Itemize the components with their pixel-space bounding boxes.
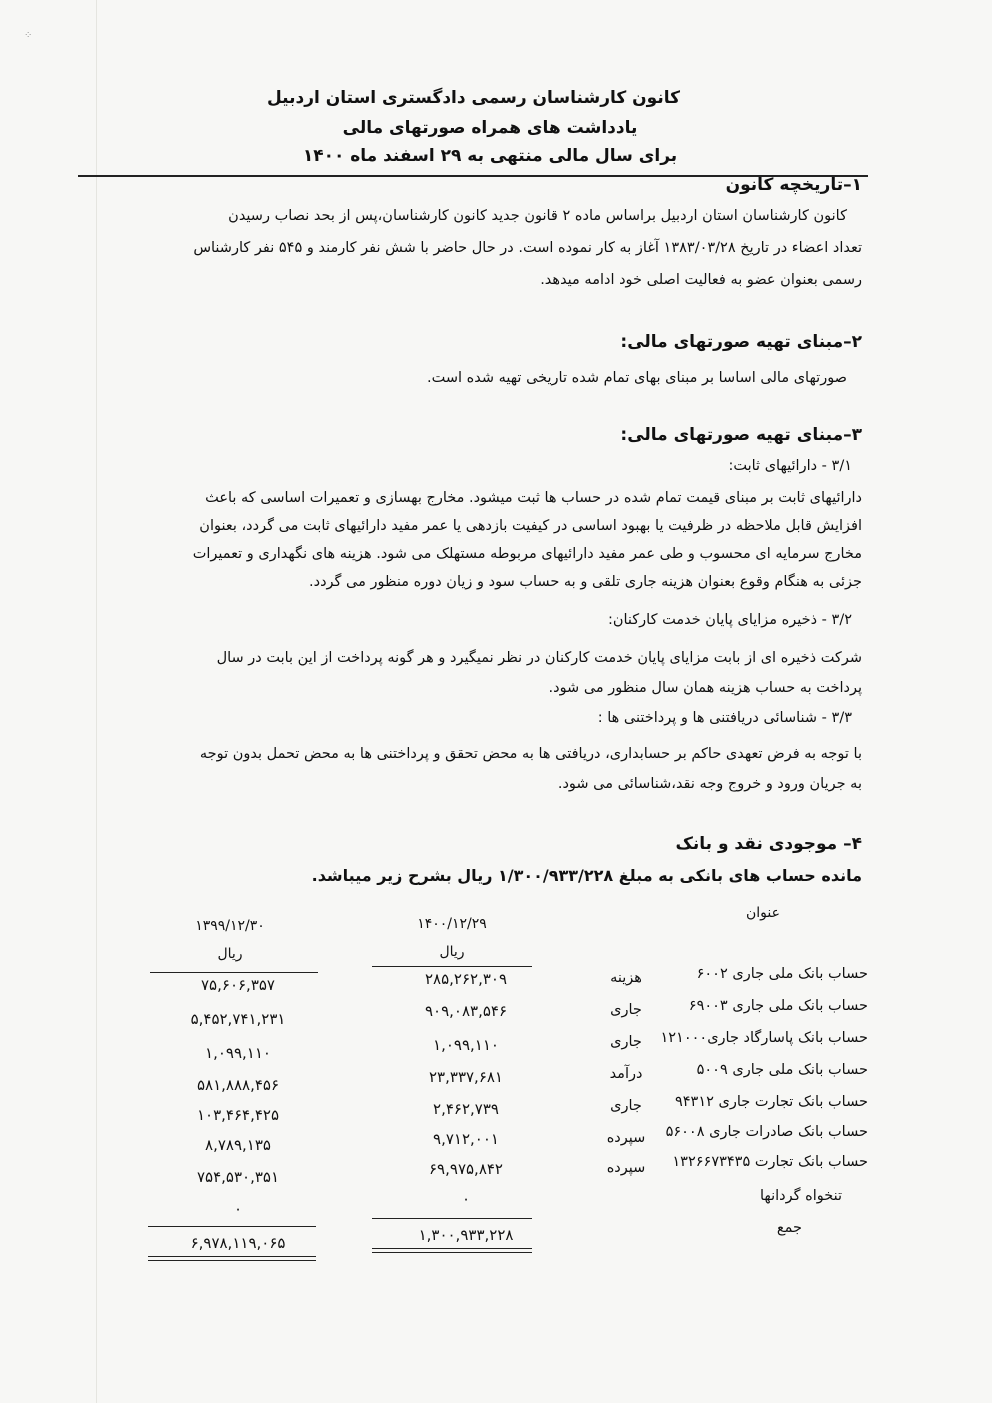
row-type: هزینه [610,970,642,986]
col-1400-unit: ریال [439,944,465,960]
section1-line1: کانون کارشناسان استان اردبیل براساس ماده ۲ قانون جدید کانون کارشناسان،پس از بحد نصاب رسیدن [228,208,847,224]
row-type: جاری [610,1098,642,1114]
row-type: سپرده [606,1160,646,1176]
section3-3-title: ۳/۳ - شناسائی دریافتنی ها و پرداختنی ها : [597,710,852,726]
col-title-header: عنوان [746,905,780,921]
section3-2-line1: شرکت ذخیره ای از بابت مزایای پایان خدمت کارکنان در نظر نمیگیرد و هر گونه پرداخت از این بابت در سال [216,650,862,666]
total-label: جمع [776,1220,802,1236]
row-title: حساب بانک پاسارگاد جاری۱۲۱۰۰۰ [660,1030,868,1046]
section3-2-title: ۳/۲ - ذخیره مزایای پایان خدمت کارکنان: [607,612,852,628]
row-value-1400: ۲,۴۶۲,۷۳۹ [433,1100,499,1118]
row-value-1400: ۹,۷۱۲,۰۰۱ [433,1130,499,1148]
col-1399-header-rule [150,972,318,973]
scan-edge-line [96,0,97,1403]
row-value-1399: ۵,۴۵۲,۷۴۱,۲۳۱ [190,1010,286,1028]
section3-3-line2: به جریان ورود و خروج وجه نقد،شناسائی می شود. [557,776,862,792]
section1-line2: تعداد اعضاء در تاریخ ۱۳۸۳/۰۳/۲۸ آغاز به کار نموده است. در حال حاضر با شش نفر کارمند و ۵۴۵ نفر کارشناس [193,240,862,256]
section3-1-line1: دارائیهای ثابت بر مبنای قیمت تمام شده در حساب ها ثبت میشود. مخارج بهسازی و تعمیرات اساسی که باعث [205,490,862,506]
row-title: حساب بانک صادرات جاری ۵۶۰۰۸ [665,1124,868,1140]
row-type: جاری [610,1034,642,1050]
header-organization: کانون کارشناسان رسمی دادگستری استان اردبیل [267,88,680,108]
total-1399-double-rule [148,1256,316,1261]
col-1400-date: ۱۴۰۰/۱۲/۲۹ [417,916,487,932]
total-value-1400: ۱,۳۰۰,۹۳۳,۲۲۸ [418,1226,514,1244]
row-value-1400: ۹۰۹,۰۸۳,۵۴۶ [424,1002,508,1020]
total-value-1399: ۶,۹۷۸,۱۱۹,۰۶۵ [190,1234,286,1252]
row-value-1399: ۱۰۳,۴۶۴,۴۲۵ [196,1106,280,1124]
col-1400-header-rule [372,966,532,967]
row-value-1399: ۸,۷۸۹,۱۳۵ [205,1136,271,1154]
row-type: سپرده [606,1130,646,1146]
section2-title: ۲–مبنای تهیه صورتهای مالی: [620,332,862,352]
section1-title: ۱–تاریخچه کانون [725,175,862,195]
scan-speck: ⁘ [24,30,33,41]
row-value-1400: ۲۳,۳۳۷,۶۸۱ [429,1068,503,1086]
header-document-title: یادداشت های همراه صورتهای مالی [342,118,638,138]
total-1400-top-rule [372,1218,532,1219]
row-value-1400: ۲۸۵,۲۶۲,۳۰۹ [424,970,508,988]
section2-line1: صورتهای مالی اساسا بر مبنای بهای تمام شده تاریخی تهیه شده است. [426,370,847,386]
section3-1-line4: جزئی به هنگام وقوع بعنوان هزینه جاری تلقی و به حساب سود و زیان دوره منظور می گردد. [309,574,862,590]
row-title: حساب بانک تجارت ۱۳۲۶۶۷۳۴۳۵ [672,1154,868,1170]
row-title: حساب بانک تجارت جاری ۹۴۳۱۲ [674,1094,868,1110]
row-type: جاری [610,1002,642,1018]
section3-title: ۳–مبنای تهیه صورتهای مالی: [620,425,862,445]
row-value-1400: ۰ [461,1190,471,1208]
section3-2-line2: پرداخت به حساب هزینه همان سال منظور می شود. [548,680,862,696]
row-title: حساب بانک ملی جاری ۶۰۰۲ [696,966,868,982]
row-type: درآمد [609,1066,643,1082]
row-value-1399: ۷۵۴,۵۳۰,۳۵۱ [196,1168,280,1186]
row-value-1399: ۵۸۱,۸۸۸,۴۵۶ [196,1076,280,1094]
header-fiscal-period: برای سال مالی منتهی به ۲۹ اسفند ماه ۱۴۰۰ [302,146,678,166]
section4-subtitle: مانده حساب های بانکی به مبلغ ۱/۳۰۰/۹۳۳/۲۲۸ ریال بشرح زیر میباشد. [311,866,862,885]
row-value-1400: ۱,۰۹۹,۱۱۰ [433,1036,499,1054]
row-title: حساب بانک ملی جاری ۶۹۰۰۳ [688,998,868,1014]
total-1399-top-rule [148,1226,316,1227]
row-value-1399: ۰ [233,1200,243,1218]
row-value-1399: ۷۵,۶۰۶,۳۵۷ [201,976,275,994]
row-value-1400: ۶۹,۹۷۵,۸۴۲ [429,1160,503,1178]
row-title: تنخواه گردانها [759,1188,842,1204]
section3-1-line2: افزایش قابل ملاحظه در ظرفیت یا بهبود اساسی در کیفیت بازدهی یا عمر مفید دارائیهای ثابت می گردد، بعنوان [199,518,862,534]
row-title: حساب بانک ملی جاری ۵۰۰۹ [696,1062,868,1078]
section4-title: ۴– موجودی نقد و بانک [675,834,862,854]
col-1399-date: ۱۳۹۹/۱۲/۳۰ [195,918,265,934]
section3-3-line1: با توجه به فرض تعهدی حاکم بر حسابداری، دریافتی ها به محض تحقق و پرداختنی ها به محض تحمل بدون توجه [199,746,862,762]
section3-1-title: ۳/۱ - دارائیهای ثابت: [728,458,852,474]
col-1399-unit: ریال [217,946,243,962]
section3-1-line3: مخارج سرمایه ای محسوب و طی عمر مفید دارائیهای مربوطه مستهلک می شود. هزینه های نگهداری و تعمیرات [192,546,862,562]
total-1400-double-rule [372,1248,532,1253]
section1-line3: رسمی بعنوان عضو به فعالیت اصلی خود ادامه میدهد. [540,272,862,288]
row-value-1399: ۱,۰۹۹,۱۱۰ [205,1044,271,1062]
